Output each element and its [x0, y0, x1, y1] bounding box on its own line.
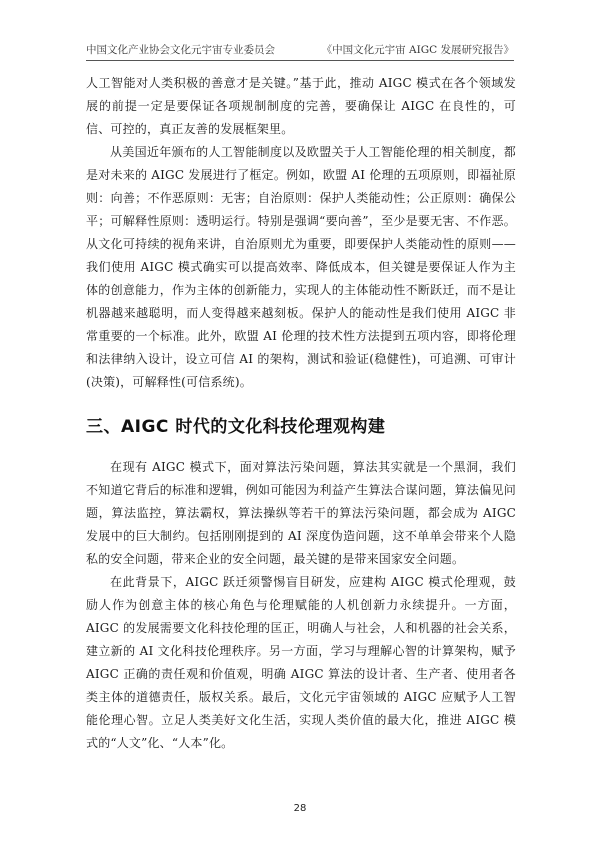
page-number: 28 — [293, 803, 307, 814]
page-body — [86, 72, 516, 755]
body-paragraph-1: 人工智能对人类积极的善意才是关键。”基于此，推动 AIGC 模式在各个领域发展的前提一定是要保证各项规制制度的完善，要确保让 AIGC 在良性的，可信、可控的，真正友善的发展框架里。 — [86, 76, 516, 136]
body-paragraph-4: 在此背景下，AIGC 跃迁须警惕盲目研发，应建构 AIGC 模式伦理观，鼓励人作为创意主体的核心角色与伦理赋能的人机创新力永续提升。一方面，AIGC 的发展需要文化科技伦理的匡正，明确人与社会，人和机器的社会关系，建立新的 AI 文化科技伦理秩序。另一方面，学习与理解心智的计算架构，赋予 AIGC 正确的责任观和价值观，明确 AIGC 算法的设计者、生产者、使用者各类主体的道德责任，版权关系。最后，文化元宇宙领域的 AIGC 应赋予人工智能伦理心智。立足人类美好文化生活，实现人类价值的最大化，推进 AIGC 模式的“人文”化、“人本”化。 — [86, 575, 516, 750]
header-organization: 中国文化产业协会文化元宇宙专业委员会 — [86, 44, 275, 56]
section-heading: 三、AIGC 时代的文化科技伦理观构建 — [86, 417, 386, 437]
body-paragraph-3: 在现有 AIGC 模式下，面对算法污染问题，算法其实就是一个黑洞，我们不知道它背后的标准和逻辑，例如可能因为利益产生算法合谋问题，算法偏见问题，算法监控，算法霸权，算法操纵等若干的算法污染问题，都会成为 AIGC 发展中的巨大制约。包括刚刚提到的 AI 深度伪造问题，这不单单会带来个人隐私的安全问题，带来企业的安全问题，最关键的是带来国家安全问题。 — [86, 460, 516, 566]
body-paragraph-2: 从美国近年颁布的人工智能制度以及欧盟关于人工智能伦理的相关制度，都是对未来的 AIGC 发展进行了框定。例如，欧盟 AI 伦理的五项原则，即福祉原则：向善；不作恶原则：无害；自治原则：保护人类能动性；公正原则：确保公平；可解释性原则：透明运行。特别是强调“要向善”，至少是要无害、不作恶。从文化可持续的视角来讲，自治原则尤为重要，即要保护人类能动性的原则——我们使用 AIGC 模式确实可以提高效率、降低成本，但关键是要保证人作为主体的创意能力，作为主体的创新能力，实现人的主体能动性不断跃迁，而不是让机器越来越聪明，而人变得越来越刻板。保护人的能动性是我们使用 AIGC 非常重要的一个标准。此外，欧盟 AI 伦理的技术性方法提到五项内容，即将伦理和法律纳入设计，设立可信 AI 的架构，测试和验证(稳健性)，可追溯、可审计(决策)，可解释性(可信系统)。 — [86, 145, 516, 389]
header-report-title: 《中国文化元宇宙 AIGC 发展研究报告》 — [321, 44, 514, 56]
page-header — [86, 40, 514, 61]
